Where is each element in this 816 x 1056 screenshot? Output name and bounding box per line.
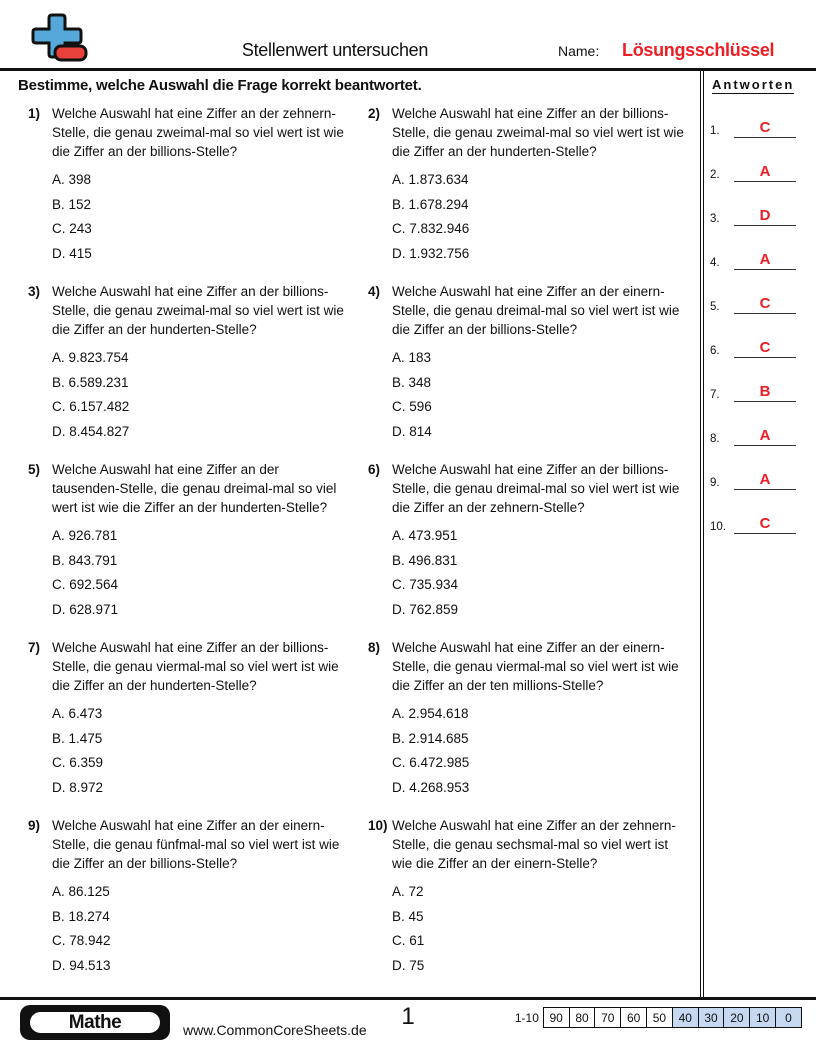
question-text: Welche Auswahl hat eine Ziffer an der billions-Stelle, die genau viermal-mal so viel wert ist wie die Ziffer an der hunderten-Stelle?: [52, 640, 339, 693]
answer-row-6: [710, 314, 816, 358]
option-c: C. 6.359: [52, 755, 104, 770]
option-d: D. 1.932.756: [392, 245, 470, 261]
page-number: 1: [401, 1003, 415, 1030]
question-6: [368, 460, 700, 638]
page-title: Stellenwert untersuchen: [241, 40, 429, 60]
option-b: B. 496.831: [392, 552, 458, 568]
answer-number: 7.: [710, 389, 720, 401]
brand-label: Mathe: [28, 1010, 162, 1035]
question-number: 10): [368, 818, 388, 833]
question-text: Welche Auswahl hat eine Ziffer an der tausenden-Stelle, die genau dreimal-mal so viel wert ist wie die Ziffer an der hunderten-Stelle?: [52, 462, 337, 515]
answer-number: 5.: [710, 301, 720, 313]
option-c: C. 6.472.985: [392, 755, 470, 770]
option-b: B. 1.475: [52, 730, 103, 746]
option-b: B. 1.678.294: [392, 196, 469, 212]
option-d: D. 8.454.827: [52, 423, 130, 439]
questions-area: [0, 71, 700, 997]
option-d: D. 4.268.953: [392, 779, 470, 795]
question-number: 3): [28, 284, 41, 299]
question-number: 7): [28, 640, 41, 655]
option-d: D. 814: [392, 423, 432, 439]
answer-blank: A: [734, 253, 796, 270]
option-a: A. 926.781: [52, 528, 118, 543]
question-text: Welche Auswahl hat eine Ziffer an der billions-Stelle, die genau dreimal-mal so viel wert ist wie die Ziffer an der zehnern-Stelle?: [392, 462, 680, 515]
header: [0, 0, 816, 71]
question-number: 6): [368, 462, 381, 477]
option-d: D. 94.513: [52, 957, 111, 973]
option-b: B. 2.914.685: [392, 730, 469, 746]
question-4: [368, 282, 700, 460]
score-cell-20: 20: [723, 1007, 750, 1028]
option-a: A. 183: [392, 350, 432, 365]
answer-row-10: [710, 490, 816, 534]
answer-blank: D: [734, 209, 796, 226]
question-text: Welche Auswahl hat eine Ziffer an der einern-Stelle, die genau fünfmal-mal so viel wert ist wie die Ziffer an der billions-Stelle?: [52, 818, 340, 871]
answer-blank: C: [734, 297, 796, 314]
score-cell-90: 90: [543, 1007, 570, 1028]
question-text: Welche Auswahl hat eine Ziffer an der zehnern-Stelle, die genau zweimal-mal so viel wert ist wie die Ziffer an der billions-Stelle?: [52, 106, 344, 159]
answer-blank: A: [734, 429, 796, 446]
answers-panel: [700, 71, 816, 997]
option-c: C. 735.934: [392, 577, 459, 592]
option-a: A. 72: [392, 884, 424, 899]
answer-number: 2.: [710, 169, 720, 181]
question-5: [28, 460, 368, 638]
option-b: B. 152: [52, 196, 92, 212]
score-cell-30: 30: [698, 1007, 725, 1028]
questions-grid: [0, 94, 700, 994]
answer-row-5: [710, 270, 816, 314]
option-d: D. 762.859: [392, 601, 459, 617]
option-a: A. 1.873.634: [392, 172, 469, 187]
option-b: B. 18.274: [52, 908, 110, 924]
question-number: 2): [368, 106, 381, 121]
option-a: A. 473.951: [392, 528, 458, 543]
answer-blank: C: [734, 121, 796, 138]
question-text: Welche Auswahl hat eine Ziffer an der einern-Stelle, die genau dreimal-mal so viel wert ist wie die Ziffer an der billions-Stelle?: [392, 284, 680, 337]
option-c: C. 6.157.482: [52, 399, 130, 414]
question-7: [28, 638, 368, 816]
option-c: C. 7.832.946: [392, 221, 470, 236]
option-c: C. 243: [52, 221, 92, 236]
instruction-text: Bestimme, welche Auswahl die Frage korrekt beantwortet.: [18, 77, 422, 94]
answer-row-3: [710, 182, 816, 226]
answer-key-label: Lösungsschlüssel: [622, 40, 775, 60]
option-b: B. 348: [392, 374, 432, 390]
question-number: 5): [28, 462, 41, 477]
question-1: [28, 104, 368, 282]
score-cell-70: 70: [594, 1007, 621, 1028]
answers-panel-title: Antworten: [712, 77, 795, 92]
option-b: B. 843.791: [52, 552, 118, 568]
question-text: Welche Auswahl hat eine Ziffer an der billions-Stelle, die genau zweimal-mal so viel wert ist wie die Ziffer an der hunderten-Stelle?: [52, 284, 344, 337]
option-d: D. 8.972: [52, 779, 104, 795]
answer-row-8: [710, 402, 816, 446]
question-2: [368, 104, 700, 282]
answer-blank: C: [734, 517, 796, 534]
answer-number: 9.: [710, 477, 720, 489]
option-c: C. 78.942: [52, 933, 111, 948]
score-cell-50: 50: [646, 1007, 673, 1028]
question-number: 1): [28, 106, 41, 121]
question-number: 8): [368, 640, 381, 655]
option-b: B. 45: [392, 908, 424, 924]
option-d: D. 75: [392, 957, 425, 973]
question-text: Welche Auswahl hat eine Ziffer an der einern-Stelle, die genau viermal-mal so viel wert ist wie die Ziffer an der ten millions-Stelle?: [392, 640, 679, 693]
answer-blank: B: [734, 385, 796, 402]
option-a: A. 86.125: [52, 884, 110, 899]
footer: [0, 997, 816, 1056]
option-b: B. 6.589.231: [52, 374, 129, 390]
score-cell-0: 0: [775, 1007, 802, 1028]
answer-number: 6.: [710, 345, 720, 357]
score-range-label: 1-10: [514, 1010, 539, 1025]
answer-blank: A: [734, 165, 796, 182]
answer-blank: C: [734, 341, 796, 358]
question-9: [28, 816, 368, 994]
option-a: A. 398: [52, 172, 92, 187]
question-text: Welche Auswahl hat eine Ziffer an der billions-Stelle, die genau zweimal-mal so viel wert ist wie die Ziffer an der hunderten-Stelle?: [392, 106, 684, 159]
name-label: Name:: [558, 43, 600, 59]
question-number: 9): [28, 818, 41, 833]
answer-row-7: [710, 358, 816, 402]
option-c: C. 61: [392, 933, 425, 948]
option-a: A. 6.473: [52, 706, 103, 721]
answer-number: 8.: [710, 433, 720, 445]
option-d: D. 628.971: [52, 601, 119, 617]
option-c: C. 692.564: [52, 577, 119, 592]
answer-number: 3.: [710, 213, 720, 225]
question-10: [368, 816, 700, 994]
option-c: C. 596: [392, 399, 432, 414]
answer-row-4: [710, 226, 816, 270]
website-link: www.CommonCoreSheets.de: [183, 1022, 367, 1038]
option-a: A. 2.954.618: [392, 706, 469, 721]
score-cell-40: 40: [672, 1007, 699, 1028]
answer-row-9: [710, 446, 816, 490]
option-d: D. 415: [52, 245, 92, 261]
answer-blank: A: [734, 473, 796, 490]
answer-number: 1.: [710, 125, 720, 137]
score-cell-60: 60: [620, 1007, 647, 1028]
answer-number: 4.: [710, 257, 720, 269]
question-text: Welche Auswahl hat eine Ziffer an der zehnern-Stelle, die genau sechsmal-mal so viel wert ist wie die Ziffer an der einern-Stelle?: [392, 818, 676, 871]
answer-row-2: [710, 138, 816, 182]
answer-row-1: [710, 94, 816, 138]
question-8: [368, 638, 700, 816]
score-table: [515, 1007, 802, 1028]
question-number: 4): [368, 284, 381, 299]
score-cell-10: 10: [749, 1007, 776, 1028]
option-a: A. 9.823.754: [52, 350, 129, 365]
answer-number: 10.: [710, 521, 726, 533]
score-cell-80: 80: [569, 1007, 596, 1028]
plus-minus-logo-icon: [30, 12, 90, 69]
question-3: [28, 282, 368, 460]
main-content: [0, 71, 816, 997]
